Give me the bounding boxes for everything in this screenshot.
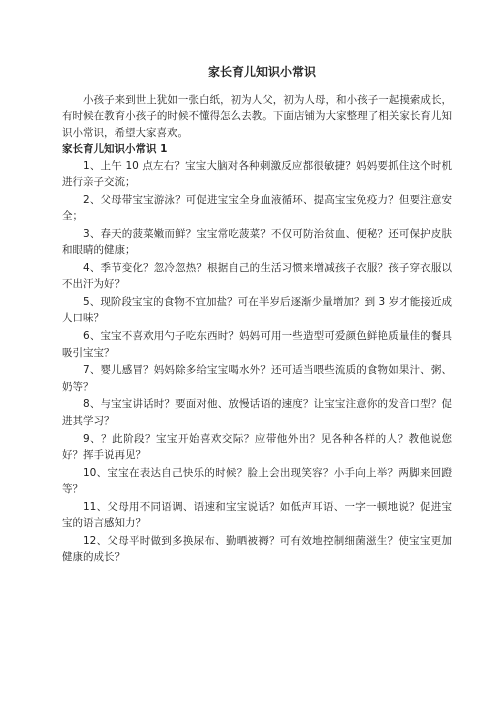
tips-list [62,158,452,566]
list-item: 5、现阶段宝宝的食物不宜加盐？可在半岁后逐渐少量增加？到 3 岁才能接近成人口味？ [62,296,452,325]
section-heading: 家长育儿知识小常识 1 [62,143,168,156]
list-item: 11、父母用不同语调、语速和宝宝说话？如低声耳语、一字一顿地说？促进宝宝的语言感知力？ [62,500,452,530]
list-item: 10、宝宝在表达自己快乐的时候？脸上会出现笑容？小手向上举？两脚来回蹬等？ [62,466,452,496]
list-item: 12、父母平时做到多换尿布、勤晒被褥？可有效地控制细菌滋生？使宝宝更加健康的成长？ [62,534,452,564]
document-title: 家长育儿知识小常识 [207,65,316,79]
intro-paragraph: 小孩子来到世上犹如一张白纸，初为人父，初为人母，和小孩子一起摸索成长，有时候在教育小孩子的时候不懂得怎么去教。下面店铺为大家整理了相关家长育儿知识小常识，希望大家喜欢。 [62,94,452,139]
list-item: 2、父母带宝宝游泳？可促进宝宝全身血液循环、提高宝宝免疫力？但要注意安全； [62,193,452,223]
list-item: 4、季节变化？忽冷忽热？根据自己的生活习惯来增减孩子衣服？孩子穿衣服以不出汗为好？ [62,261,452,291]
list-item: 8、与宝宝讲话时？要面对他、放慢话语的速度？让宝宝注意你的发音口型？促进其学习？ [62,398,452,427]
list-item: 6、宝宝不喜欢用勺子吃东西时？妈妈可用一些造型可爱颜色鲜艳质量佳的餐具吸引宝宝？ [62,330,452,359]
list-item: 1、上午 10 点左右？宝宝大脑对各种刺激反应都很敏捷？妈妈要抓住这个时机进行亲子交流； [62,159,452,189]
list-item: 7、婴儿感冒？妈妈除多给宝宝喝水外？还可适当喂些流质的食物如果汁、粥、奶等？ [62,364,452,393]
list-item: 9、？此阶段？宝宝开始喜欢交际？应带他外出？见各种各样的人？教他说您好？挥手说再见？ [62,432,452,461]
list-item: 3、春天的菠菜嫩而鲜？宝宝常吃菠菜？不仅可防治贫血、便秘？还可保护皮肤和眼睛的健康； [62,227,452,257]
